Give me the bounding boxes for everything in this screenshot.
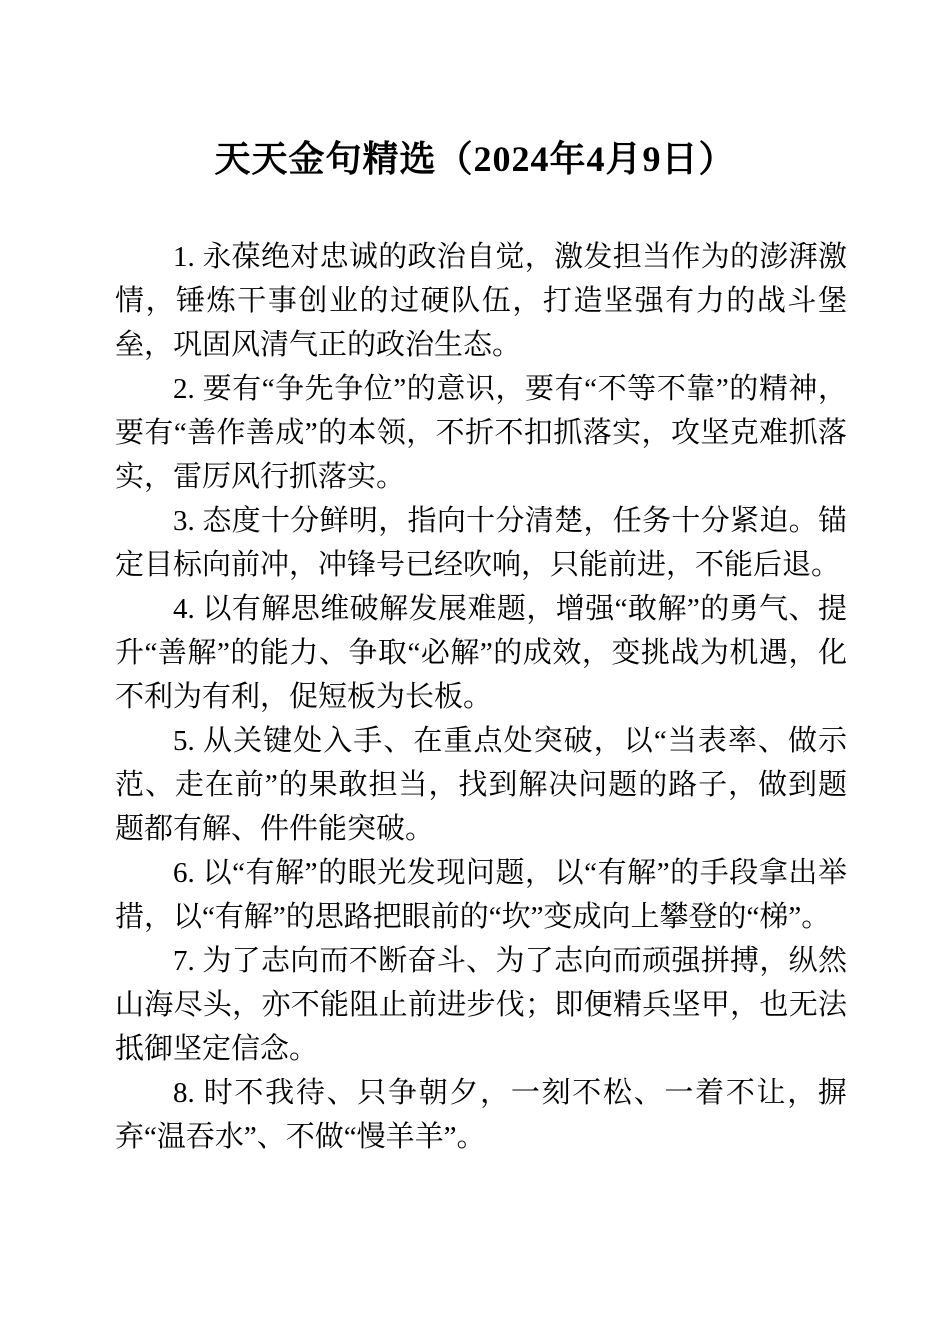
quote-paragraph-3: 3. 态度十分鲜明，指向十分清楚，任务十分紧迫。锚定目标向前冲，冲锋号已经吹响，只能前进，不能后退。: [115, 505, 847, 582]
quote-paragraph-7: 7. 为了志向而不断奋斗、为了志向而顽强拼搏，纵然山海尽头，亦不能阻止前进步伐；即便精兵坚甲，也无法抵御坚定信念。: [115, 945, 847, 1066]
quote-paragraph-6: 6. 以“有解”的眼光发现问题，以“有解”的手段拿出举措，以“有解”的思路把眼前的“坎”变成向上攀登的“梯”。: [115, 857, 847, 934]
quote-paragraph-2: 2. 要有“争先争位”的意识，要有“不等不靠”的精神，要有“善作善成”的本领，不折不扣抓落实，攻坚克难抓落实，雷厉风行抓落实。: [115, 373, 847, 494]
quote-paragraph-5: 5. 从关键处入手、在重点处突破，以“当表率、做示范、走在前”的果敢担当，找到解决问题的路子，做到题题都有解、件件能突破。: [115, 725, 847, 846]
document-body: [0, 235, 950, 1159]
quote-paragraph-4: 4. 以有解思维破解发展难题，增强“敢解”的勇气、提升“善解”的能力、争取“必解”的成效，变挑战为机遇，化不利为有利，促短板为长板。: [115, 593, 847, 714]
quote-paragraph-1: 1. 永葆绝对忠诚的政治自觉，激发担当作为的澎湃激情，锤炼干事创业的过硬队伍，打造坚强有力的战斗堡垒，巩固风清气正的政治生态。: [115, 241, 847, 362]
quote-paragraph-8: 8. 时不我待、只争朝夕，一刻不松、一着不让，摒弃“温吞水”、不做“慢羊羊”。: [115, 1077, 847, 1154]
document-title: 天天金句精选（2024年4月9日）: [214, 139, 736, 179]
